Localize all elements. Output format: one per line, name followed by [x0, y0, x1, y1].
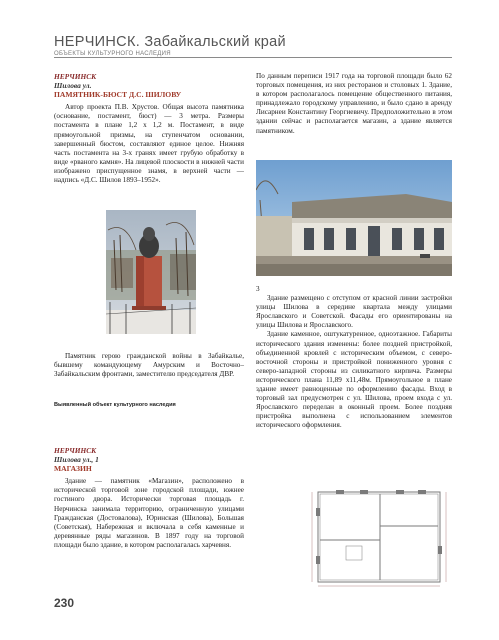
- entry-heading: ПАМЯТНИК-БЮСТ Д.С. ШИЛОВУ: [54, 90, 182, 100]
- book-title: НЕРЧИНСК. Забайкальский край: [54, 34, 286, 50]
- entry-address: Шилова ул.: [54, 81, 92, 91]
- page-header: [54, 34, 286, 57]
- entry-city: НЕРЧИНСК: [54, 446, 97, 455]
- entry-address: Шилова ул., 1: [54, 455, 99, 465]
- figure-marker: 3: [256, 285, 260, 293]
- shop-architecture: [256, 285, 452, 431]
- entry-description: Здание — памятник «Магазин», расположено в исторической торговой зоне городской площади, южнее гостиного двора. Исторически торговая площадь г. Нерчинска занимала территорию, ограниченную улицами Гражданская (Достовалова), Юринская (Шилова), Большая (Советская), Набережная и включала в себя каменные и деревянные ряды магазинов. В 1897 году на торговой площади было здание, в котором располагалась харчевня.: [54, 477, 244, 549]
- header-divider: [54, 57, 452, 58]
- monument-caption-block: [54, 352, 244, 379]
- structure-paragraph: Здание каменное, оштукатуренное, одноэтажное. Габариты исторического здания изменены: более поздней пристройкой, объединенной кровлей с историческим объемом, с северо-восточной стороны и пристройкой пониженного уровня с северо-западной стороны из силикатного кирпича. Размеры исторического плана 11,89 х11,48м. Прямоугольное в плане здание имеет равноценные по оформлению фасады. Вход в торговый зал предусмотрен с ул. Шилова, проем входа с ул. Ярославского переделан в оконный проем. Более поздняя пристройка выполнена с использованием элементов исторического оформления.: [256, 330, 452, 430]
- history-paragraph: По данным переписи 1917 года на торговой площади было 62 торговых помещения, из них ресторанов и столовых 1. Здание, в котором располагалось помещение общественного питания, принадлежало городскому управлению, и было сдано в аренду Лисарнеи Константину Георгиевичу. Предположительно в этом здании сейчас и располагается магазин, а здание является памятником.: [256, 72, 452, 135]
- heritage-status: Выявленный объект культурного наследия: [54, 402, 176, 408]
- location-paragraph: Здание размещено с отступом от красной линии застройки улицы Шилова в середине квартала между улицами Ярославского и Советской. Фасады его ориентированы на улицы Шилова и Ярославского.: [256, 294, 452, 330]
- entry-description: Автор проекта П.В. Хрустов. Общая высота памятника (основание, постамент, бюст) — 3 метра. Размеры постамента в плане 1,2 х 1,2 м. Постамент, в виде прямоугольной призмы, на ступенчатом основании, завершенный бюстом, составляют единое целое. Нижняя часть постамента на 3-х гранях имеет грубую обработку в виде «рваного камня». На лицевой плоскости в нижней части изображено приспущенное знамя, в верхней части — надпись «Д.С. Шилов 1893–1952».: [54, 103, 244, 185]
- entry-city: НЕРЧИНСК: [54, 72, 97, 81]
- monument-photo: [106, 210, 196, 334]
- entry-monument: [54, 72, 244, 185]
- floor-plan: [306, 486, 452, 588]
- entry-heading: МАГАЗИН: [54, 464, 92, 474]
- page-number: 230: [54, 596, 75, 610]
- book-subtitle: ОБЪЕКТЫ КУЛЬТУРНОГО НАСЛЕДИЯ: [54, 51, 171, 57]
- shop-history: [256, 72, 452, 136]
- shop-photo: [256, 160, 452, 276]
- monument-caption: Памятник герою гражданской войны в Забайкалье, бывшему командующему Амурским и Восточно–Забайкальским фронтами, заместителю председателя ДВР.: [54, 352, 244, 379]
- entry-shop: [54, 446, 244, 550]
